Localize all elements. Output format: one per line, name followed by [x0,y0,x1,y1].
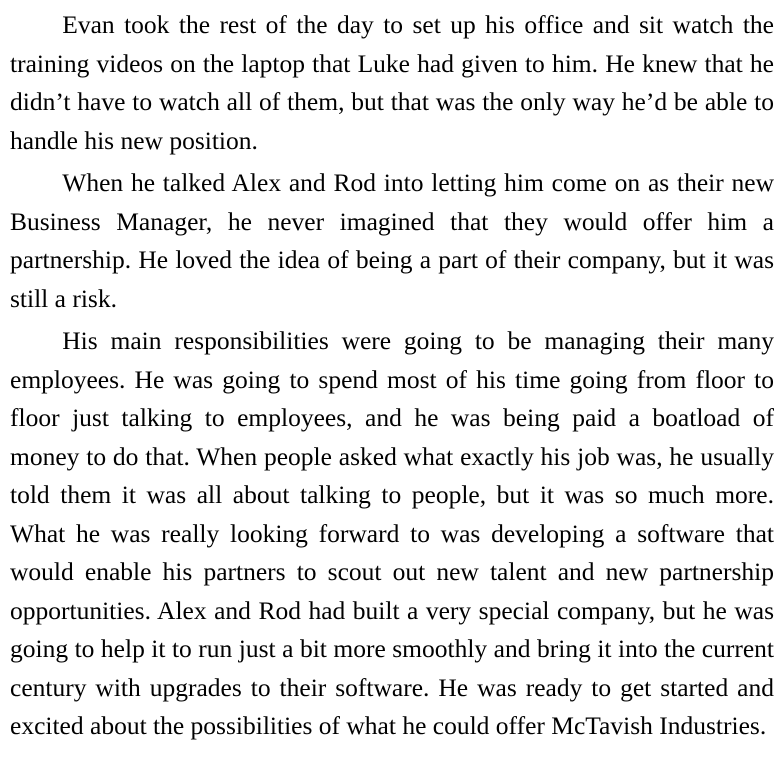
paragraph-3: His main responsibilities were going to be managing their many employees. He was going to spend most of his time going from floor to floor just talking to employees, and he was being paid a boatload of money to do that. When people asked what exactly his job was, he usually told them it was all about talking to people, but it was so much more. What he was really looking forward to was developing a software that would enable his partners to scout out new talent and new partnership opportunities. Alex and Rod had built a very special company, but he was going to help it to run just a bit more smoothly and bring it into the current century with upgrades to their software. He was ready to get started and excited about the possibilities of what he could offer McTavish Industries. [10,326,774,740]
paragraph-1: Evan took the rest of the day to set up his office and sit watch the training videos on the laptop that Luke had given to him. He knew that he didn’t have to watch all of them, but that was the only way he’d be able to handle his new position. [10,10,774,155]
paragraph-2: When he talked Alex and Rod into letting him come on as their new Business Manager, he never imagined that they would offer him a partnership. He loved the idea of being a part of their company, but it was still a risk. [10,168,774,313]
page-body [10,6,774,746]
